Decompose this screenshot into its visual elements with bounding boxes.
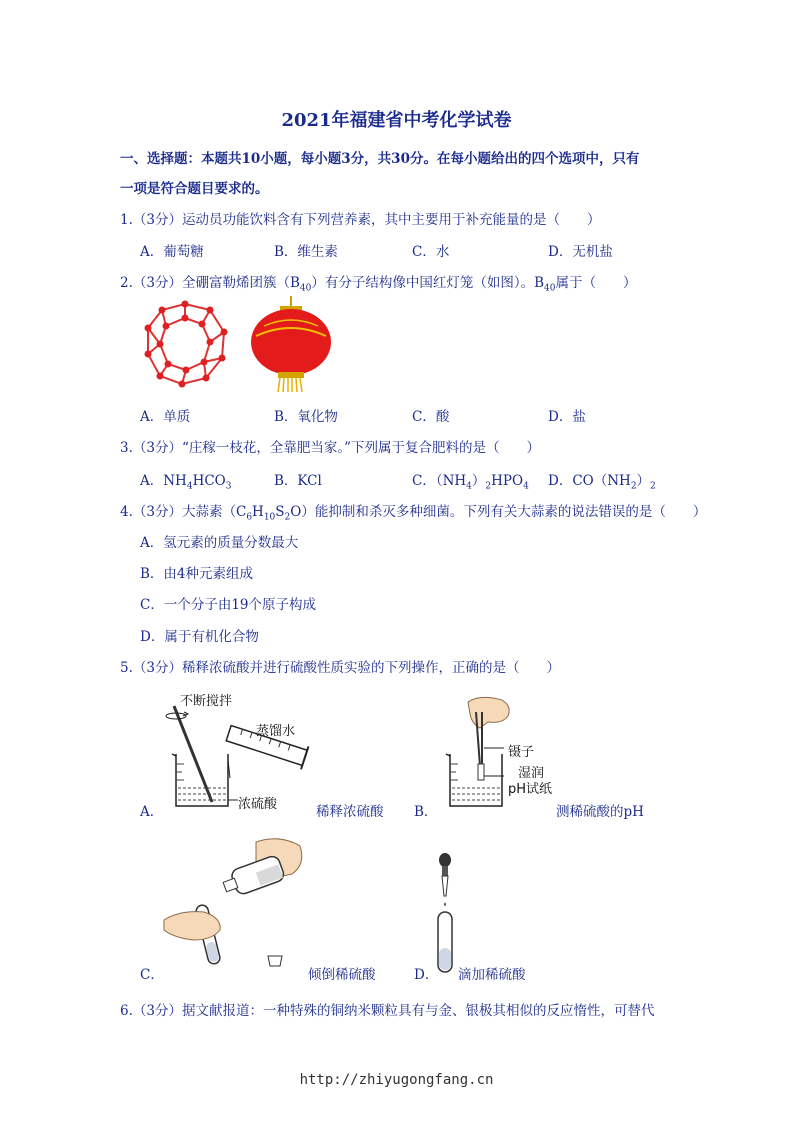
question-5-option-a-letter: A． (140, 804, 164, 820)
question-4-option-a: A．氢元素的质量分数最大 (140, 535, 299, 551)
question-5-option-c-caption: 倾倒稀硫酸 (308, 967, 376, 983)
dropper-figure (430, 852, 460, 974)
pouring-acid-figure (160, 834, 310, 974)
question-1-option-b: B．维生素 (274, 244, 338, 260)
question-1-option-d: D．无机盐 (548, 244, 613, 260)
question-2-stem: 2.（3分）全硼富勒烯团簇$(B_{40})$有分子结构像中国红灯笼（如图）。$B_{40}$属于（ ） (120, 275, 637, 294)
question-4-option-d: D．属于有机化合物 (140, 629, 259, 645)
question-2-option-d: D．盐 (548, 409, 586, 425)
question-5-option-b-letter: B． (414, 804, 438, 820)
question-5-option-d-letter: D． (414, 967, 439, 983)
question-3-option-d: D．$CO(NH_2)_2$ (548, 473, 656, 492)
page-title: 2021年福建省中考化学试卷 (281, 110, 512, 131)
question-4-option-b: B．由4种元素组成 (140, 566, 254, 582)
question-5-option-d-caption: 滴加稀硫酸 (458, 967, 526, 983)
question-5-option-a-caption: 稀释浓硫酸 (316, 804, 384, 820)
label-wet: 湿润 (518, 766, 545, 781)
section-heading-line1: 一、选择题：本题共10小题，每小题3分，共30分。在每小题给出的四个选项中，只有 (120, 151, 640, 167)
question-2-option-a: A．单质 (140, 409, 191, 425)
question-5-stem: 5.（3分）稀释浓硫酸并进行硫酸性质实验的下列操作，正确的是（ ） (120, 660, 560, 676)
question-1-option-c: C．水 (412, 244, 450, 260)
section-heading-line2: 一项是符合题目要求的。 (120, 181, 269, 197)
question-3-option-a: A．$NH_4HCO_3$ (140, 473, 232, 492)
label-stirring: 不断搅拌 (180, 694, 233, 709)
label-concentrated-acid: 浓硫酸 (238, 797, 278, 812)
question-4-stem: 4.（3分）大蒜素$(C_6H_{10}S_2O)$能抑制和杀灭多种细菌。下列有关大蒜素的说法错误的是（ ） (120, 504, 707, 523)
question-5-option-c-letter: C． (140, 967, 164, 983)
label-tweezers: 镊子 (508, 745, 535, 760)
question-6-stem: 6.（3分）据文献报道：一种特殊的铜纳米颗粒具有与金、银极其相似的反应惰性，可替代 (120, 1003, 655, 1019)
label-distilled-water: 蒸馏水 (256, 724, 296, 739)
footer-url: http://zhiyugongfang.cn (299, 1072, 494, 1088)
question-2-option-b: B．氧化物 (274, 409, 338, 425)
red-lantern-image (248, 296, 334, 392)
question-4-option-c: C．一个分子由19个原子构成 (140, 597, 317, 613)
question-3-stem: 3.（3分）“庄稼一枝花，全靠肥当家。”下列属于复合肥料的是（ ） (120, 440, 541, 456)
question-3-option-c: C．$(NH_4)_2HPO_4$ (412, 473, 529, 492)
question-1-option-a: A．葡萄糖 (140, 244, 204, 260)
question-1-stem: 1.（3分）运动员功能饮料含有下列营养素，其中主要用于补充能量的是（ ） (120, 212, 601, 228)
question-2-option-c: C．酸 (412, 409, 450, 425)
label-ph-paper: pH试纸 (508, 782, 553, 797)
boron-cluster-molecule-image (140, 298, 230, 390)
question-5-option-b-caption: 测稀硫酸的pH (556, 804, 644, 820)
question-3-option-b: B．KCl (274, 473, 322, 489)
